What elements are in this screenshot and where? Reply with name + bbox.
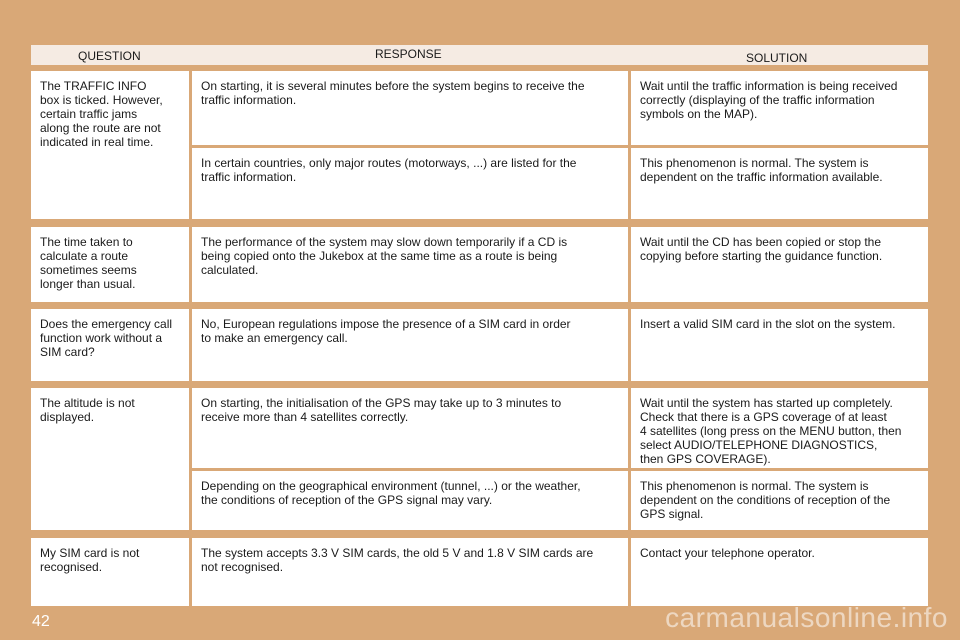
question-cell: The time taken to calculate a route sometimes seems longer than usual. xyxy=(31,227,189,302)
solution-cell: Wait until the CD has been copied or stop the copying before starting the guidance function. xyxy=(631,227,928,302)
header-question: QUESTION xyxy=(78,49,141,63)
solution-cell: Wait until the system has started up completely. Check that there is a GPS coverage of at least 4 satellites (long press on the MENU button, then select AUDIO/TELEPHONE DIAGNOSTICS, then GPS COVERAGE). xyxy=(631,388,928,468)
question-cell: The TRAFFIC INFO box is ticked. However, certain traffic jams along the route are not indicated in real time. xyxy=(31,71,189,219)
question-cell: The altitude is not displayed. xyxy=(31,388,189,530)
response-cell: On starting, it is several minutes before the system begins to receive the traffic information. xyxy=(192,71,628,145)
table-header xyxy=(31,45,928,65)
response-cell: In certain countries, only major routes (motorways, ...) are listed for the traffic information. xyxy=(192,148,628,219)
solution-cell: Insert a valid SIM card in the slot on the system. xyxy=(631,309,928,381)
solution-cell: This phenomenon is normal. The system is dependent on the traffic information available. xyxy=(631,148,928,219)
response-cell: On starting, the initialisation of the GPS may take up to 3 minutes to receive more than 4 satellites correctly. xyxy=(192,388,628,468)
header-response: RESPONSE xyxy=(375,47,442,61)
solution-cell: Wait until the traffic information is being received correctly (displaying of the traffic information symbols on the MAP). xyxy=(631,71,928,145)
question-cell: My SIM card is not recognised. xyxy=(31,538,189,606)
response-cell: No, European regulations impose the presence of a SIM card in order to make an emergency call. xyxy=(192,309,628,381)
watermark: carmanualsonline.info xyxy=(665,602,948,633)
response-cell: The system accepts 3.3 V SIM cards, the old 5 V and 1.8 V SIM cards are not recognised. xyxy=(192,538,628,606)
response-cell: Depending on the geographical environment (tunnel, ...) or the weather, the conditions of reception of the GPS signal may vary. xyxy=(192,471,628,530)
header-solution: SOLUTION xyxy=(746,51,808,65)
solution-cell: Contact your telephone operator. xyxy=(631,538,928,606)
response-cell: The performance of the system may slow down temporarily if a CD is being copied onto the Jukebox at the same time as a route is being calculated. xyxy=(192,227,628,302)
solution-cell: This phenomenon is normal. The system is dependent on the conditions of reception of the GPS signal. xyxy=(631,471,928,530)
page-number: 42 xyxy=(32,613,50,630)
question-cell: Does the emergency call function work without a SIM card? xyxy=(31,309,189,381)
